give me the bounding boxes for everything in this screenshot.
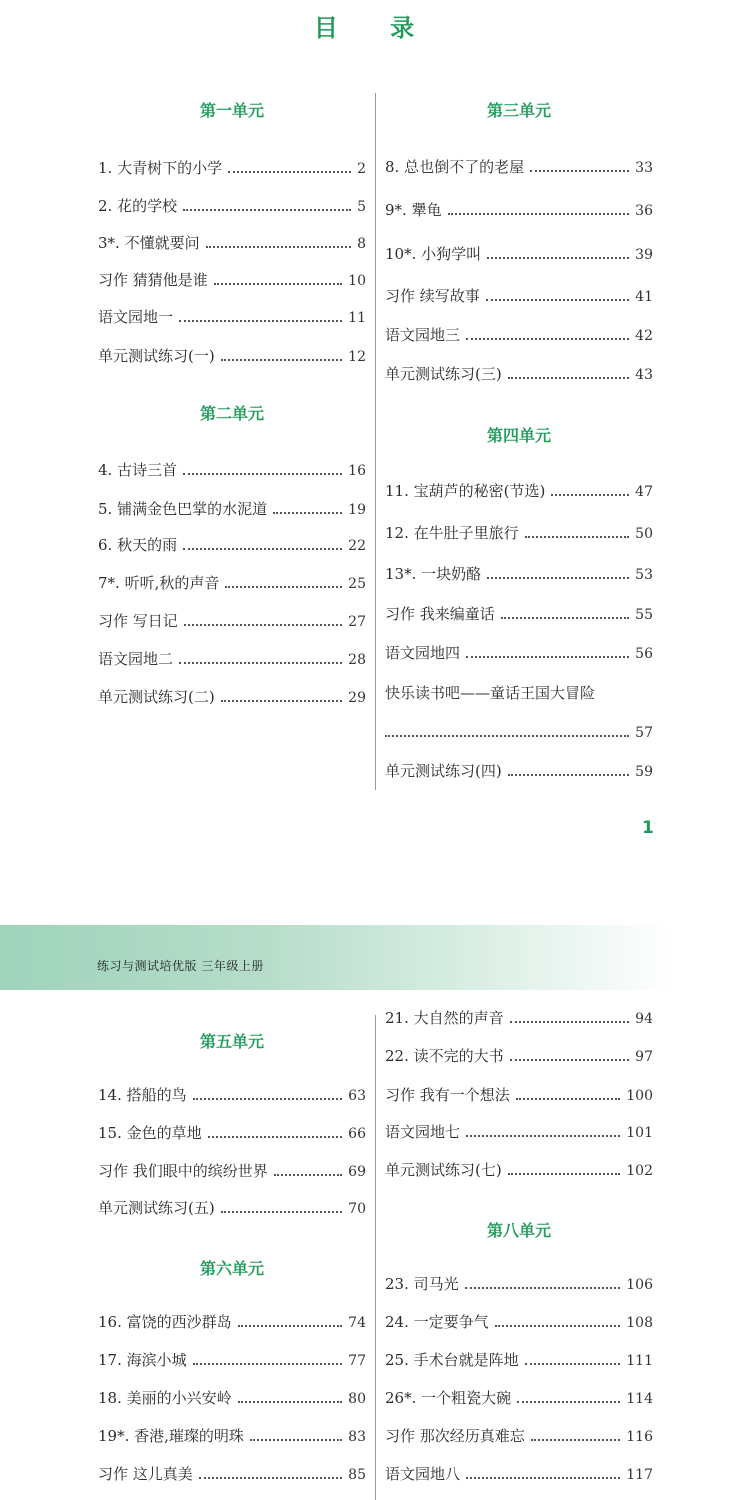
entry-title: 单元测试练习(四): [385, 762, 502, 780]
toc-entry[interactable]: [98, 649, 366, 670]
entry-title: 26*. 一个粗瓷大碗: [385, 1389, 512, 1407]
toc-entry[interactable]: [385, 1160, 653, 1181]
dot-leader: [273, 512, 342, 514]
dot-leader: [501, 617, 629, 619]
dot-leader: [179, 662, 342, 664]
entry-title: 习作 写日记: [98, 612, 178, 630]
entry-title: 18. 美丽的小兴安岭: [98, 1389, 232, 1407]
dot-leader: [385, 735, 629, 737]
entry-title: 8. 总也倒不了的老屋: [385, 158, 525, 176]
dot-leader: [508, 1173, 621, 1175]
entry-title: 13*. 一块奶酪: [385, 565, 482, 583]
entry-title: 24. 一定要争气: [385, 1313, 489, 1331]
entry-page-number: 11: [348, 310, 366, 326]
dot-leader: [206, 246, 351, 248]
page-number: 1: [642, 818, 654, 838]
toc-title: 目 录: [313, 14, 437, 42]
entry-page-number: 69: [348, 1164, 366, 1180]
entry-title: 6. 秋天的雨: [98, 536, 178, 554]
dot-leader: [517, 1401, 620, 1403]
entry-title: 22. 读不完的大书: [385, 1047, 504, 1065]
toc-entry[interactable]: [98, 535, 366, 556]
entry-title: 习作 我来编童话: [385, 605, 495, 623]
entry-title: 语文园地三: [385, 326, 461, 344]
toc-entry[interactable]: [385, 1122, 653, 1143]
entry-page-number: 16: [348, 463, 366, 479]
entry-page-number: 12: [348, 349, 366, 365]
dot-leader: [448, 213, 630, 215]
entry-page-number: 83: [348, 1429, 366, 1445]
toc-entry[interactable]: [98, 158, 366, 179]
dot-leader: [225, 586, 342, 588]
entry-page-number: 41: [635, 289, 653, 305]
toc-entry[interactable]: [385, 364, 653, 385]
toc-entry[interactable]: [385, 1008, 653, 1029]
entry-page-number: 102: [626, 1163, 653, 1179]
toc-entry[interactable]: [385, 481, 653, 502]
dot-leader: [495, 1325, 621, 1327]
toc-entry[interactable]: [98, 573, 366, 594]
toc-entry[interactable]: [385, 564, 653, 585]
entry-title: 习作 这儿真美: [98, 1465, 193, 1483]
dot-leader: [510, 1021, 630, 1023]
entry-page-number: 56: [635, 646, 653, 662]
dot-leader: [510, 1059, 630, 1061]
entry-page-number: 97: [635, 1049, 653, 1065]
entry-title: 2. 花的学校: [98, 197, 178, 215]
entry-title: 7*. 听听,秋的声音: [98, 574, 220, 592]
entry-page-number: 77: [348, 1353, 366, 1369]
entry-title: 单元测试练习(一): [98, 347, 215, 365]
dot-leader: [193, 1363, 343, 1365]
toc-entry[interactable]: [98, 687, 366, 708]
entry-title: 快乐读书吧——童话王国大冒险: [385, 684, 596, 702]
entry-page-number: 25: [348, 576, 366, 592]
dot-leader: [221, 1211, 342, 1213]
dot-leader: [183, 548, 342, 550]
entry-title: 11. 宝葫芦的秘密(节选): [385, 482, 546, 500]
unit-heading: 第六单元: [199, 1259, 264, 1278]
entry-page-number: 117: [626, 1467, 653, 1483]
unit-heading: 第四单元: [486, 426, 551, 445]
column-divider: [375, 93, 376, 790]
entry-title: 语文园地一: [98, 308, 174, 326]
toc-entry[interactable]: [385, 1312, 653, 1333]
column-divider: [375, 1015, 376, 1500]
dot-leader: [274, 1174, 342, 1176]
dot-leader: [179, 320, 342, 322]
entry-title: 15. 金色的草地: [98, 1124, 202, 1142]
entry-title: 语文园地七: [385, 1123, 461, 1141]
entry-title: 19*. 香港,璀璨的明珠: [98, 1427, 244, 1445]
dot-leader: [214, 283, 342, 285]
entry-title: 单元测试练习(三): [385, 365, 502, 383]
entry-title: 1. 大青树下的小学: [98, 159, 223, 177]
entry-title: 习作 猜猜他是谁: [98, 271, 208, 289]
unit-heading: 第一单元: [199, 101, 264, 120]
toc-entry[interactable]: [385, 723, 653, 743]
entry-title: 语文园地四: [385, 644, 461, 662]
dot-leader: [193, 1098, 343, 1100]
entry-page-number: 33: [635, 160, 653, 176]
toc-entry[interactable]: [98, 499, 366, 520]
toc-entry[interactable]: [98, 1388, 366, 1409]
entry-page-number: 70: [348, 1201, 366, 1217]
entry-title: 17. 海滨小城: [98, 1351, 187, 1369]
toc-entry[interactable]: [385, 1350, 653, 1371]
entry-page-number: 42: [635, 328, 653, 344]
toc-entry[interactable]: [385, 1388, 653, 1409]
unit-heading: 第五单元: [199, 1032, 264, 1051]
entry-title: 3*. 不懂就要问: [98, 234, 200, 252]
dot-leader: [551, 494, 629, 496]
entry-title: 16. 富饶的西沙群岛: [98, 1313, 232, 1331]
dot-leader: [465, 1287, 621, 1289]
toc-entry[interactable]: [385, 523, 653, 544]
toc-entry[interactable]: [98, 307, 366, 328]
dot-leader: [250, 1439, 342, 1441]
dot-leader: [525, 536, 630, 538]
toc-entry[interactable]: [385, 643, 653, 664]
entry-title: 5. 铺满金色巴掌的水泥道: [98, 500, 268, 518]
dot-leader: [228, 171, 351, 173]
dot-leader: [508, 377, 629, 379]
entry-page-number: 39: [635, 247, 653, 263]
entry-page-number: 66: [348, 1126, 366, 1142]
entry-page-number: 53: [635, 567, 653, 583]
toc-entry[interactable]: [385, 604, 653, 625]
entry-page-number: 74: [348, 1315, 366, 1331]
unit-heading: 第二单元: [199, 404, 264, 423]
toc-page-2: [0, 925, 750, 1500]
toc-entry[interactable]: [98, 1312, 366, 1333]
entry-title: 14. 搭船的鸟: [98, 1086, 187, 1104]
entry-page-number: 22: [348, 538, 366, 554]
dot-leader: [208, 1136, 343, 1138]
entry-page-number: 55: [635, 607, 653, 623]
entry-page-number: 63: [348, 1088, 366, 1104]
dot-leader: [221, 359, 342, 361]
entry-page-number: 2: [357, 161, 366, 177]
entry-page-number: 116: [626, 1429, 653, 1445]
entry-page-number: 29: [348, 690, 366, 706]
toc-entry[interactable]: [98, 1198, 366, 1219]
entry-title: 习作 我有一个想法: [385, 1086, 510, 1104]
entry-title: 语文园地二: [98, 650, 174, 668]
entry-title: 习作 我们眼中的缤纷世界: [98, 1162, 268, 1180]
entry-page-number: 59: [635, 764, 653, 780]
entry-page-number: 50: [635, 526, 653, 542]
entry-page-number: 27: [348, 614, 366, 630]
dot-leader: [466, 1477, 620, 1479]
entry-page-number: 85: [348, 1467, 366, 1483]
dot-leader: [466, 1135, 620, 1137]
entry-title: 单元测试练习(二): [98, 688, 215, 706]
toc-entry[interactable]: [385, 1464, 653, 1485]
toc-entry[interactable]: [98, 1123, 366, 1144]
dot-leader: [238, 1325, 343, 1327]
toc-entry[interactable]: [385, 200, 653, 221]
toc-entry[interactable]: [385, 325, 653, 346]
toc-entry[interactable]: [385, 683, 653, 703]
entry-page-number: 57: [635, 725, 653, 741]
entry-page-number: 36: [635, 203, 653, 219]
toc-entry[interactable]: [98, 460, 366, 481]
dot-leader: [238, 1401, 343, 1403]
dot-leader: [516, 1098, 620, 1100]
dot-leader: [199, 1477, 342, 1479]
toc-entry[interactable]: [385, 286, 653, 307]
entry-title: 习作 那次经历真难忘: [385, 1427, 525, 1445]
dot-leader: [183, 473, 342, 475]
entry-page-number: 47: [635, 484, 653, 500]
dot-leader: [487, 257, 629, 259]
entry-page-number: 94: [635, 1011, 653, 1027]
entry-page-number: 28: [348, 652, 366, 668]
toc-entry[interactable]: [98, 1464, 366, 1485]
book-title: 练习与测试培优版 三年级上册: [97, 959, 264, 973]
toc-entry[interactable]: [385, 761, 653, 782]
unit-heading: 第三单元: [486, 101, 551, 120]
dot-leader: [466, 656, 629, 658]
dot-leader: [221, 700, 342, 702]
entry-page-number: 43: [635, 367, 653, 383]
toc-entry[interactable]: [98, 233, 366, 254]
toc-entry[interactable]: [98, 196, 366, 217]
entry-title: 23. 司马光: [385, 1275, 459, 1293]
toc-entry[interactable]: [98, 270, 366, 291]
dot-leader: [183, 209, 351, 211]
dot-leader: [508, 774, 629, 776]
entry-title: 21. 大自然的声音: [385, 1009, 504, 1027]
entry-title: 单元测试练习(五): [98, 1199, 215, 1217]
dot-leader: [487, 577, 629, 579]
dot-leader: [530, 170, 629, 172]
toc-entry[interactable]: [98, 1426, 366, 1447]
entry-page-number: 114: [626, 1391, 653, 1407]
toc-entry[interactable]: [98, 1161, 366, 1182]
entry-title: 12. 在牛肚子里旅行: [385, 524, 519, 542]
entry-page-number: 106: [626, 1277, 653, 1293]
toc-entry[interactable]: [98, 1085, 366, 1106]
entry-title: 9*. 犟龟: [385, 201, 442, 219]
entry-title: 习作 续写故事: [385, 287, 480, 305]
entry-title: 4. 古诗三首: [98, 461, 178, 479]
entry-page-number: 111: [626, 1353, 653, 1369]
toc-entry[interactable]: [385, 244, 653, 265]
toc-entry[interactable]: [385, 1274, 653, 1295]
entry-page-number: 100: [626, 1088, 653, 1104]
entry-title: 25. 手术台就是阵地: [385, 1351, 519, 1369]
toc-entry[interactable]: [385, 1426, 653, 1447]
dot-leader: [184, 624, 342, 626]
dot-leader: [531, 1439, 620, 1441]
entry-title: 单元测试练习(七): [385, 1161, 502, 1179]
toc-entry[interactable]: [385, 1085, 653, 1106]
entry-page-number: 10: [348, 273, 366, 289]
toc-entry[interactable]: [385, 1046, 653, 1067]
entry-page-number: 19: [348, 502, 366, 518]
toc-entry[interactable]: [98, 1350, 366, 1371]
header-banner: [0, 925, 750, 990]
toc-entry[interactable]: [98, 611, 366, 632]
dot-leader: [486, 299, 629, 301]
toc-entry[interactable]: [385, 157, 653, 178]
entry-page-number: 101: [626, 1125, 653, 1141]
entry-page-number: 108: [626, 1315, 653, 1331]
entry-title: 语文园地八: [385, 1465, 461, 1483]
entry-page-number: 80: [348, 1391, 366, 1407]
entry-page-number: 8: [357, 236, 366, 252]
dot-leader: [525, 1363, 621, 1365]
entry-title: 10*. 小狗学叫: [385, 245, 482, 263]
toc-entry[interactable]: [98, 346, 366, 367]
entry-page-number: 5: [357, 199, 366, 215]
unit-heading: 第八单元: [486, 1221, 551, 1240]
dot-leader: [466, 338, 629, 340]
